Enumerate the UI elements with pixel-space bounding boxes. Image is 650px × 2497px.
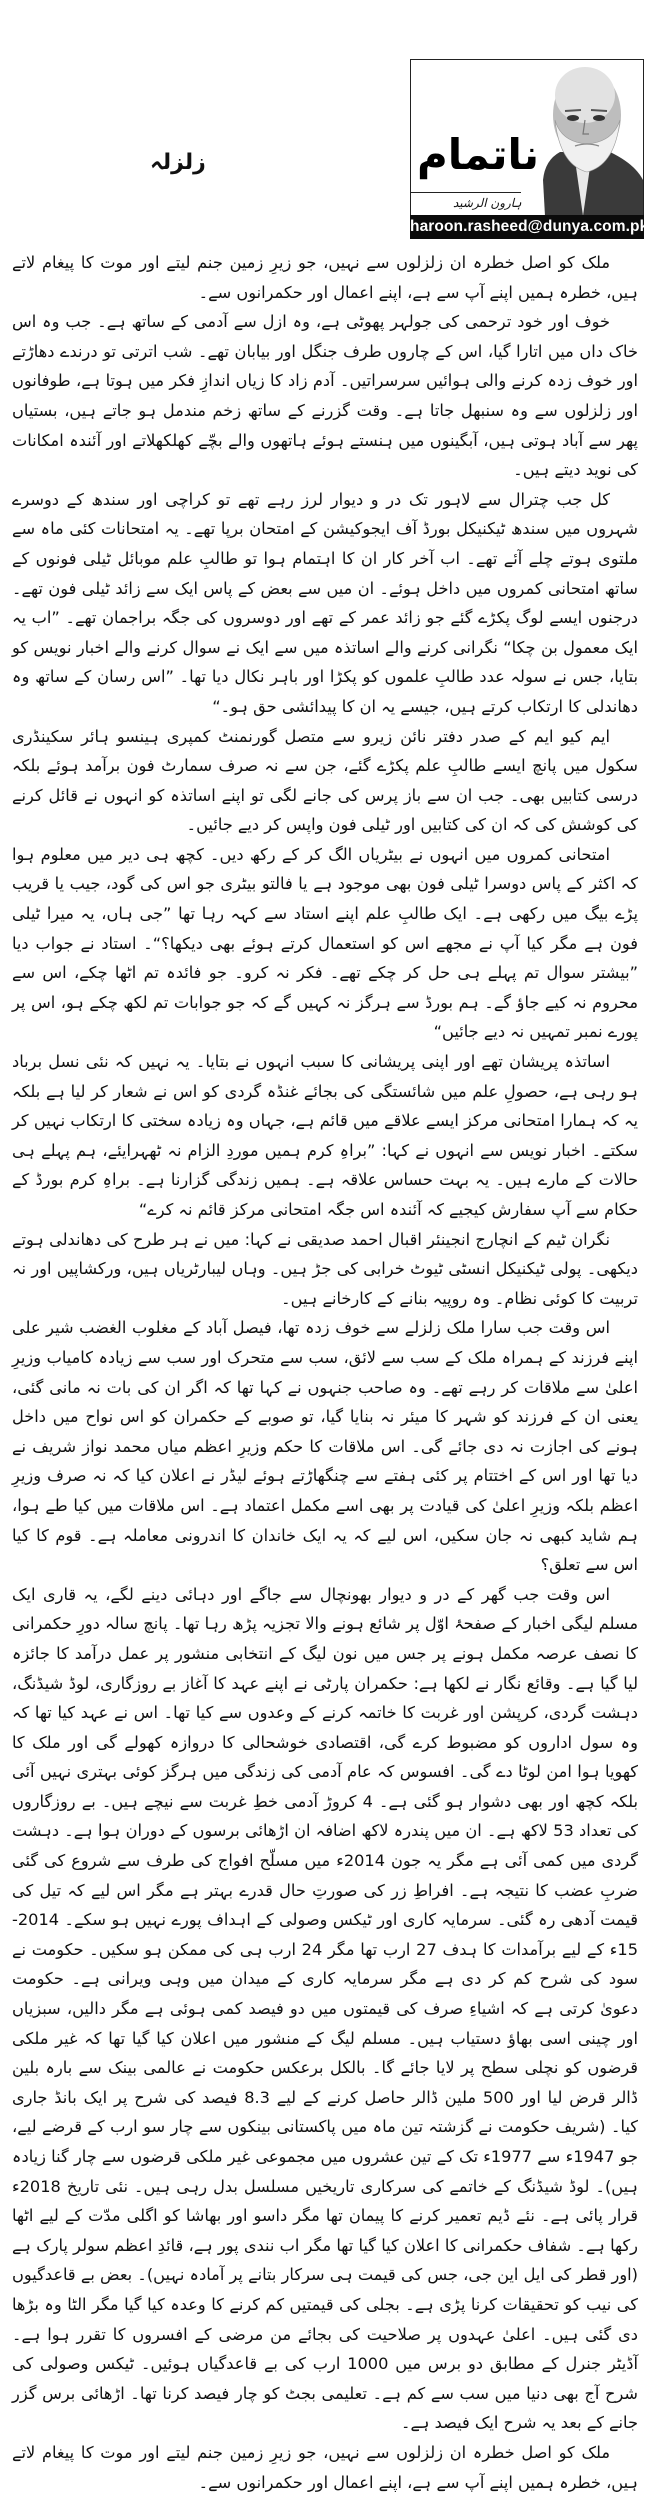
article-paragraph: ملک کو اصل خطرہ ان زلزلوں سے نہیں، جو زیرِ زمین جنم لیتے اور موت کا پیغام لاتے ہیں، خطرہ ہمیں اپنے آپ سے ہے، اپنے اعمال اور حکمرانوں سے۔ (12, 2442, 638, 2492)
logo-divider (411, 192, 521, 193)
column-series-name: ناتمام (417, 130, 540, 179)
article-paragraph: کل جب چترال سے لاہور تک در و دیوار لرز رہے تھے تو کراچی اور سندھ کے دوسرے شہروں میں سندھ ٹیکنیکل بورڈ آف ایجوکیشن کے امتحان برپا تھے۔ یہ امتحانات کئی ماہ سے ملتوی ہوتے چلے آئے تھے۔ اب آخر کار ان کا اہتمام ہوا تو طالبِ علم موبائل ٹیلی فونوں کے ساتھ امتحانی کمروں میں داخل ہوئے۔ ان میں سے بعض کے پاس ایک سے زائد ٹیلی فون تھے۔ درجنوں ایسے لوگ پکڑے گئے جو زائد عمر کے تھے اور دوسروں کی جگہ براجمان تھے۔ ”اب یہ ایک معمول بن چکا“ نگرانی کرنے والے اساتذہ میں سے ایک نے سوال کرنے والے اخبار نویس کو بتایا، جس نے سولہ عدد طالبِ علموں کو پکڑا اور باہر نکال دیا تھا۔ ”اس رسان کے ساتھ وہ دھاندلی کا ارتکاب کرتے ہیں، جیسے یہ ان کا پیدائشی حق ہو۔“ (12, 489, 638, 716)
author-name: ہارون الرشید (453, 196, 522, 210)
article-paragraph: ایم کیو ایم کے صدر دفتر نائن زیرو سے متصل گورنمنٹ کمپری ہینسو ہائر سکینڈری سکول میں پانچ ایسے طالبِ علم پکڑے گئے، جن سے نہ صرف سمارٹ فون برآمد ہوئے بلکہ درسی کتابیں بھی۔ جب ان سے باز پرس کی جانے لگی تو اپنے اساتذہ کو انہوں نے قائل کرنے کی کوشش کی کہ ان کی کتابیں اور ٹیلی فون واپس کر دیے جائیں۔ (12, 726, 638, 835)
article-body (12, 248, 638, 2497)
article-paragraph: ملک کو اصل خطرہ ان زلزلوں سے نہیں، جو زیرِ زمین جنم لیتے اور موت کا پیغام لاتے ہیں، خطرہ ہمیں اپنے آپ سے ہے، اپنے اعمال اور حکمرانوں سے۔ (12, 253, 638, 302)
article-paragraph: اساتذہ پریشان تھے اور اپنی پریشانی کا سبب انہوں نے بتایا۔ یہ نہیں کہ نئی نسل برباد ہو رہی ہے، حصولِ علم میں شائستگی کی بجائے غنڈہ گردی کو اس نے شعار کر لیا ہے بلکہ یہ کہ ہمارا امتحانی مرکز ایسے علاقے میں قائم ہے، جہاں وہ زیادہ سختی کا ارتکاب نہیں کر سکتے۔ اخبار نویس سے انہوں نے کہا: ”براہِ کرم ہمیں موردِ الزام نہ ٹھہرایئے، ہم پہلے ہی حالات کے مارے ہیں۔ یہ بہت حساس علاقہ ہے۔ ہمیں زندگی گزارنا ہے۔ براہِ کرم بورڈ کے حکام سے آپ سفارش کیجیے کہ آئندہ اس جگہ امتحانی مرکز قائم نہ کرے“ (12, 1052, 638, 1219)
author-portrait-icon (525, 60, 643, 216)
column-header (0, 0, 650, 235)
article-paragraph: نگران ٹیم کے انچارج انجینئر اقبال احمد صدیقی نے کہا: میں نے ہر طرح کی دھاندلی ہوتے دیکھی۔ پولی ٹیکنیکل انسٹی ٹیوٹ خرابی کی جڑ ہیں۔ وہاں لیبارٹریاں ہیں، ورکشاپیں اور نہ تربیت کا کوئی نظام۔ وہ روپیہ بنانے کے کارخانے ہیں۔ (12, 1229, 638, 1308)
author-email[interactable]: haroon.rasheed@dunya.com.pk (410, 215, 644, 239)
article-paragraph: امتحانی کمروں میں انہوں نے بیٹریاں الگ کر کے رکھ دیں۔ کچھ ہی دیر میں معلوم ہوا کہ اکثر کے پاس دوسرا ٹیلی فون بھی موجود ہے یا فالتو بیٹری جو اس کی گود، جیب یا قریب پڑے بیگ میں رکھی ہے۔ ایک طالبِ علم اپنے استاد سے کہہ رہا تھا ”جی ہاں، یہ میرا ٹیلی فون ہے مگر کیا آپ نے مجھے اس کو استعمال کرتے ہوئے بھی دیکھا؟“۔ استاد نے جواب دیا ”بیشتر سوال تم پہلے ہی حل کر چکے تھے۔ فکر نہ کرو۔ جو فائدہ تم اٹھا چکے، اس سے محروم نہ کیے جاؤ گے۔ ہم بورڈ سے ہرگز نہ کہیں گے کہ جو جوابات تم لکھ چکے ہو، اس پر پورے نمبر تمہیں نہ دیے جائیں“ (12, 844, 638, 1042)
article-title: زلزلہ (150, 150, 206, 175)
article-paragraph: خوف اور خود ترحمی کی جولہر پھوٹی ہے، وہ ازل سے آدمی کے ساتھ ہے۔ جب وہ اس خاک داں میں اتارا گیا، اس کے چاروں طرف جنگل اور بیابان تھے۔ شب اترتی تو درندے دھاڑتے اور خوف زدہ کرنے والی ہوائیں سرسراتیں۔ آدم زاد کا زیاں اندازِ فکر میں ہوتا ہے، طوفانوں اور زلزلوں سے وہ سنبھل جاتا ہے۔ وقت گزرنے کے ساتھ زخم مندمل ہو جاتے ہیں، بستیاں پھر سے آباد ہوتی ہیں، آبگینوں میں ہنستے ہوئے ہاتھوں والے بچّے کھلکھلاتے اور آئندہ امکانات کی نوید دیتے ہیں۔ (12, 312, 638, 480)
article-paragraph: اس وقت جب گھر کے در و دیوار بھونچال سے جاگے اور دہائی دینے لگے، یہ قاری ایک مسلم لیگی اخبار کے صفحۂ اوّل پر شائع ہونے والا تجزیہ پڑھ رہا تھا۔ پانچ سالہ دورِ حکمرانی کا نصف عرصہ مکمل ہونے پر جس میں نون لیگ کے انتخابی منشور پر عمل درآمد کا جائزہ لیا گیا ہے۔ وقائع نگار نے لکھا ہے: حکمران پارٹی نے اپنے عہد کا آغاز بے روزگاری، لوڈ شیڈنگ، دہشت گردی، کرپشن اور غربت کا خاتمہ کرنے کے وعدوں سے کیا تھا۔ اس نے عہد کیا تھا کہ وہ سول اداروں کو مضبوط کرے گی، اقتصادی خوشحالی کا دروازہ کھولے گی اور ملک کا کھویا ہوا امن لوٹا دے گی۔ افسوس کہ عام آدمی کی زندگی میں ہرگز کوئی بہتری نہیں آئی بلکہ کچھ اور بھی دشوار ہو گئی ہے۔ 4 کروڑ آدمی خطِ غربت سے نیچے ہیں۔ بے روزگاروں کی تعداد 53 لاکھ ہے۔ ان میں پندرہ لاکھ اضافہ ان اڑھائی برسوں کے دوران ہوا ہے۔ دہشت گردی میں کمی آئی ہے مگر یہ جون 2014ء میں مسلّح افواج کی طرف سے شروع کی گئی ضربِ عضب کا نتیجہ ہے۔ افراطِ زر کی صورتِ حال قدرے بہتر ہے مگر اس لیے کہ تیل کی قیمت آدھی رہ گئی۔ سرمایہ کاری اور ٹیکس وصولی کے اہداف پورے نہیں ہو سکے۔ 2014-15ء کے لیے برآمدات کا ہدف 27 ارب تھا مگر 24 ارب ہی کی ممکن ہو سکیں۔ حکومت نے سود کی شرح کم کر دی ہے مگر سرمایہ کاری کے میدان میں وہی ویرانی ہے۔ حکومت دعویٰ کرتی ہے کہ اشیاءِ صرف کی قیمتوں میں دو فیصد کمی ہوئی ہے مگر دالیں، سبزیاں اور چینی اسی بھاؤ دستیاب ہیں۔ مسلم لیگ کے منشور میں اعلان کیا گیا تھا کہ غیر ملکی قرضوں کو نچلی سطح پر لایا جائے گا۔ بالکل برعکس حکومت نے عالمی بینک سے بارہ بلین ڈالر قرض لیا اور 500 ملین ڈالر حاصل کرنے کے لیے 8.3 فیصد کی شرح پر ایک بانڈ جاری کیا۔ (شریف حکومت نے گزشتہ تین ماہ میں پاکستانی بینکوں سے چار سو ارب کے قرضے لیے، جو 1947ء سے 1977ء تک کے تین عشروں میں مجموعی غیر ملکی قرضوں سے چار گنا زیادہ ہیں)۔ لوڈ شیڈنگ کے خاتمے کی سرکاری تاریخیں مسلسل بدل رہی ہیں۔ نئی تاریخ 2018ء قرار پائی ہے۔ نئے ڈیم تعمیر کرنے کا پیمان تھا مگر داسو اور بھاشا کو اگلی مدّت کے لیے اٹھا رکھا ہے۔ شفاف حکمرانی کا اعلان کیا گیا تھا مگر اب نندی پور ہے، قائدِ اعظم سولر پارک ہے (اور قطر کی ایل این جی، جس کی قیمت ہی سرکار بتانے پر آمادہ نہیں)۔ بعض بے قاعدگیوں کی نیب کو تحقیقات کرنا پڑی ہے۔ بجلی کی قیمتیں کم کرنے کا وعدہ کیا گیا مگر الٹا وہ بڑھا دی گئی ہیں۔ اعلیٰ عہدوں پر صلاحیت کی بجائے من مرضی کے افسروں کا تقرر ہوا ہے۔ آڈیٹر جنرل کے مطابق دو برس میں 1000 ارب کی بے قاعدگیاں ہوئیں۔ ٹیکس وصولی کی شرح آج بھی دنیا میں سب سے کم ہے۔ تعلیمی بجٹ کو چار فیصد کرنا تھا۔ اڑھائی برس گزر جانے کے بعد یہ شرح ایک فیصد ہے۔ (12, 1584, 639, 2433)
column-logo (410, 59, 644, 216)
article-paragraph: اس وقت جب سارا ملک زلزلے سے خوف زدہ تھا، فیصل آباد کے مغلوب الغضب شیر علی اپنے فرزند کے ہمراہ ملک کے سب سے لائق، سب سے متحرک اور سب سے زیادہ کامیاب وزیرِ اعلیٰ سے ملاقات کر رہے تھے۔ وہ صاحب جنہوں نے کہا تھا کہ اگر ان کی بات نہ مانی گئی، یعنی ان کے فرزند کو شہر کا میئر نہ بنایا گیا، تو صوبے کے حکمران کو اس نواح میں داخل ہونے کی اجازت نہ دی جائے گی۔ اس ملاقات کا حکم وزیرِ اعظم میاں محمد نواز شریف نے دیا تھا اور اس کے اختتام پر کئی ہفتے سے چنگھاڑتے ہوئے لیڈر نے اعلان کیا کہ نہ صرف وزیرِ اعظم بلکہ وزیرِ اعلیٰ کی قیادت پر بھی اسے مکمل اعتماد ہے۔ اس ملاقات میں کیا طے ہوا، ہم شاید کبھی نہ جان سکیں، اس لیے کہ یہ ایک خاندان کا اندرونی معاملہ ہے۔ قوم کا کیا اس سے تعلق؟ (12, 1318, 638, 1575)
